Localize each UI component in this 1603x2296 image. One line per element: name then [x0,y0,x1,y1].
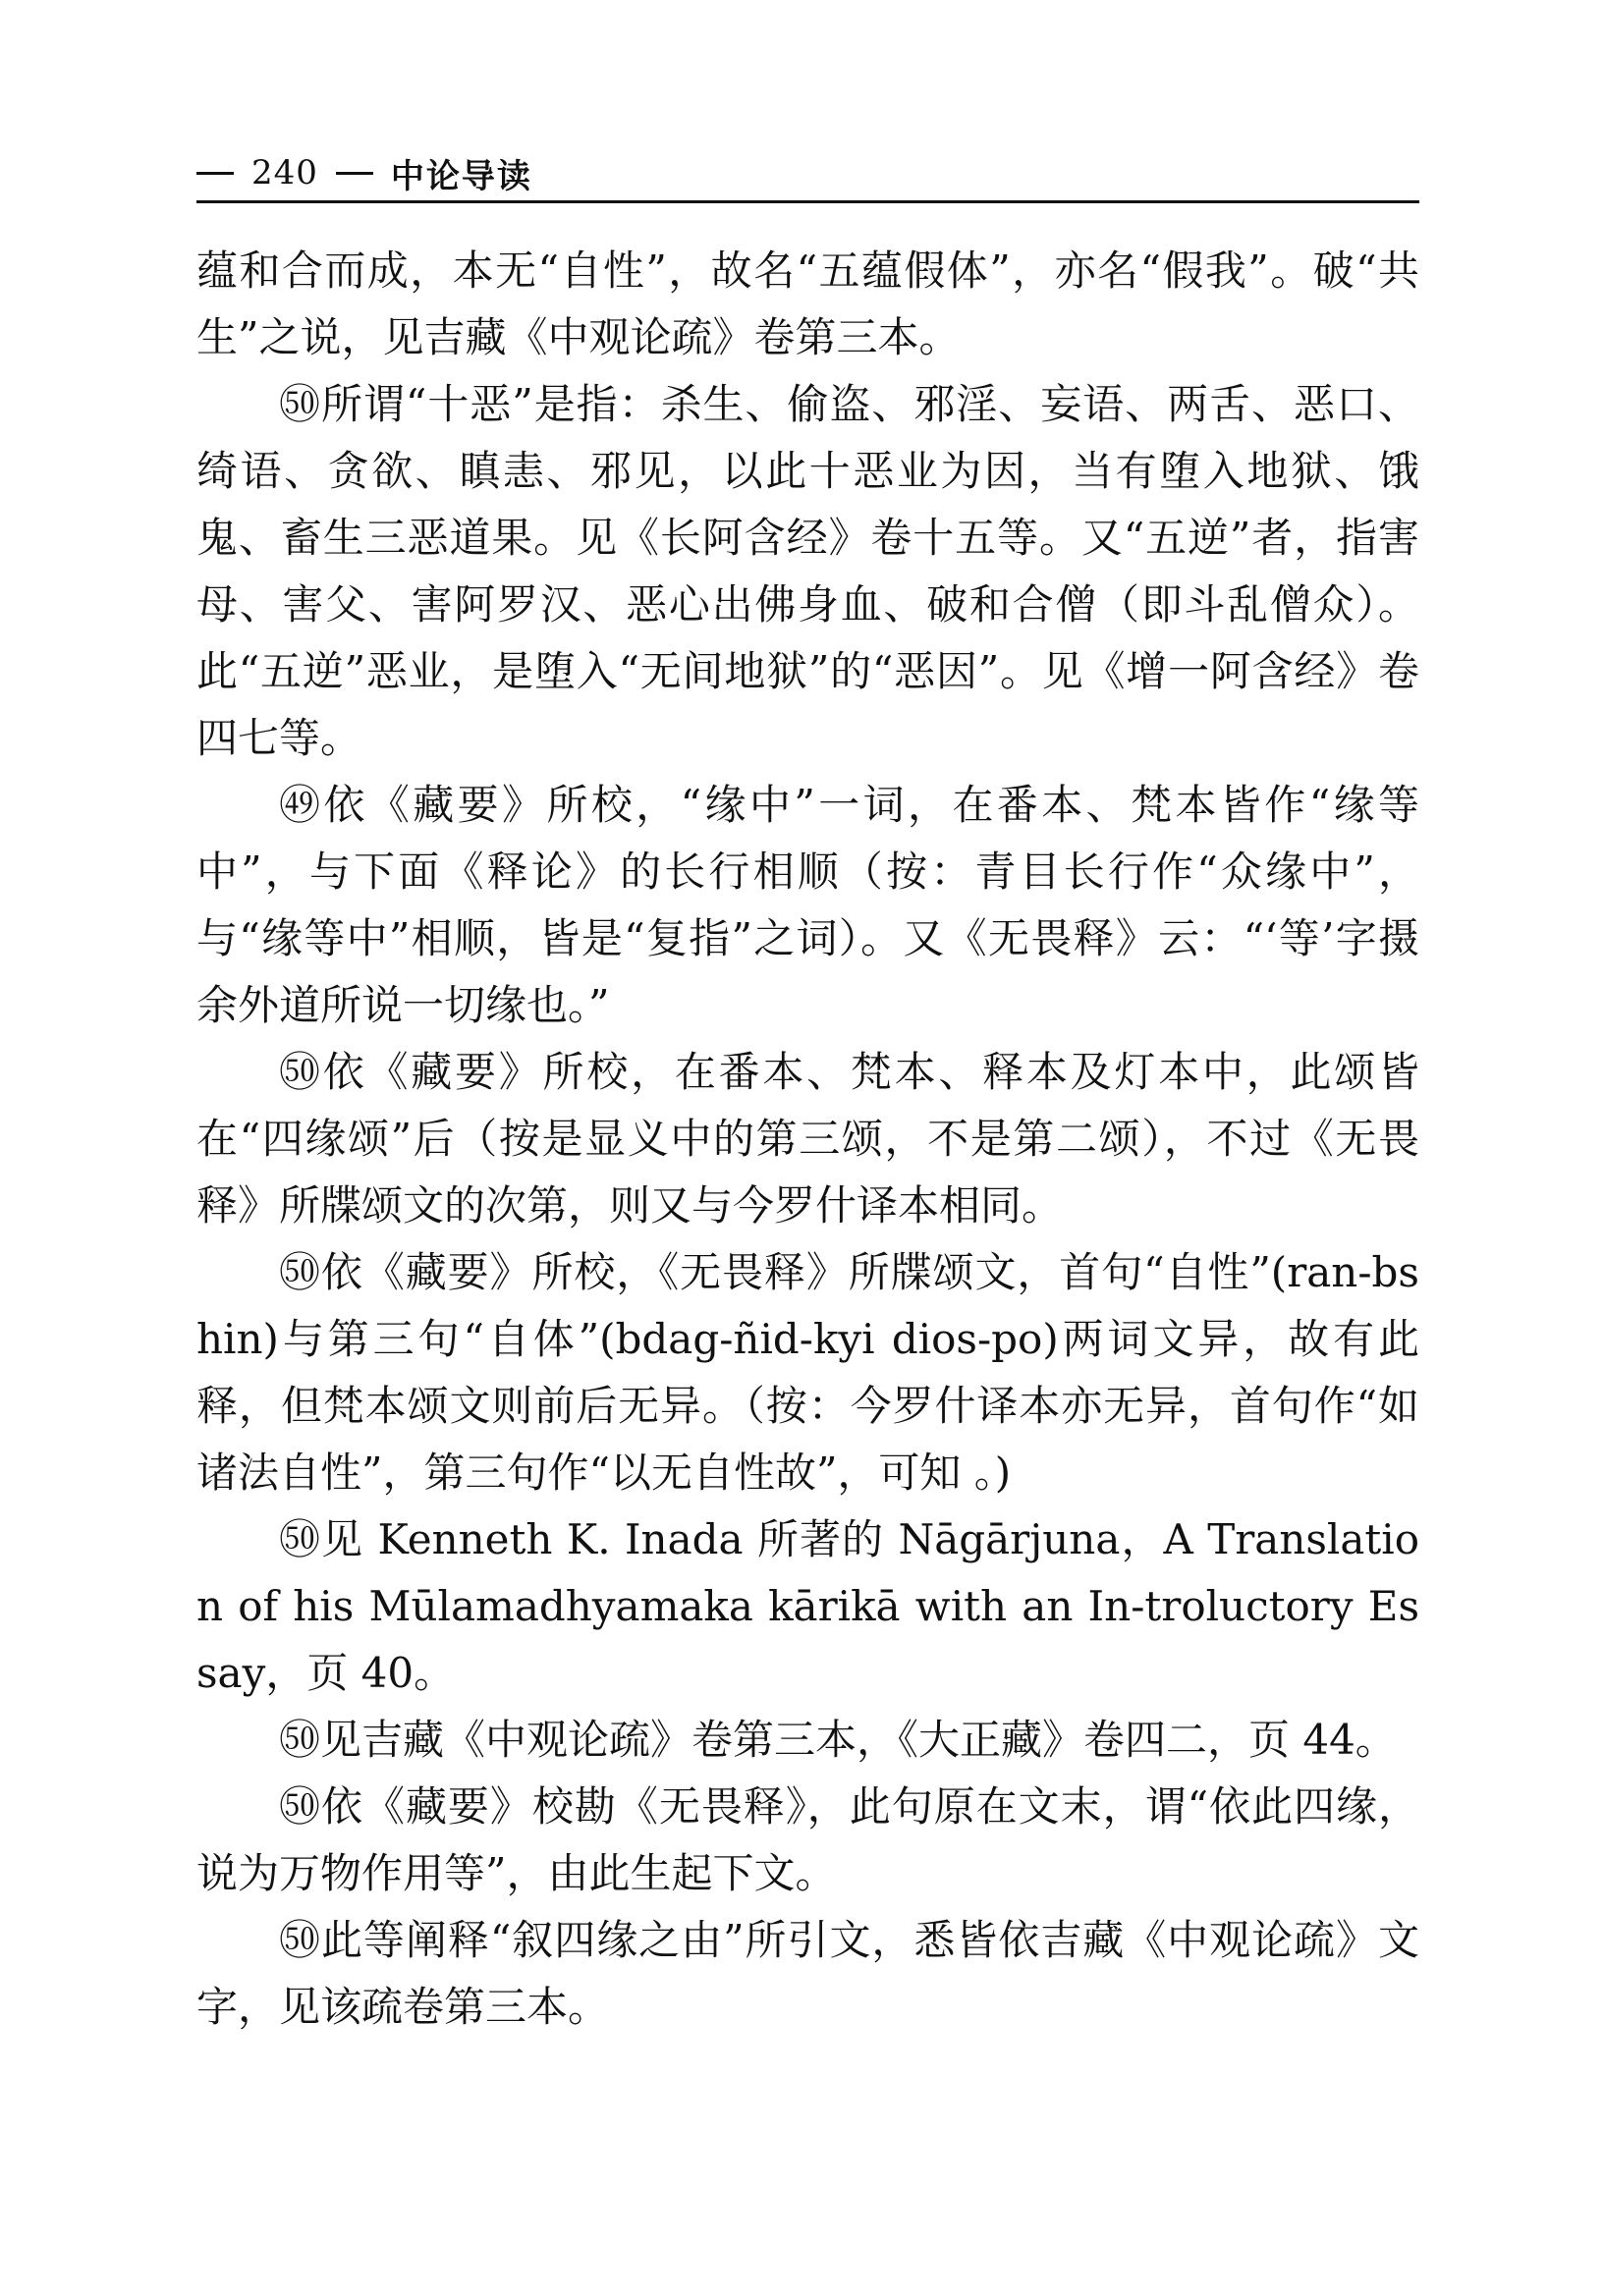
footnote-60: ㊿此等阐释“叙四缘之由”所引文，悉皆依吉藏《中观论疏》文字，见该疏卷第三本。 [196,1916,1419,2031]
header-dash-left [196,172,234,175]
page-body [196,238,1419,2041]
footnote-58: ㊿见吉藏《中观论疏》卷第三本，《大正藏》卷四二，页 44。 [279,1716,1397,1764]
header-dash-right [336,172,373,175]
footnote-57: ㊿见 Kenneth K. Inada 所著的 Nāgārjuna，A Translation of his Mūlamadhyamaka kārikā with an In-troluctory Essay，页 40。 [196,1515,1419,1697]
page-number: 240 [251,153,318,192]
book-title: 中论导读 [390,156,532,196]
paragraph-continued: 蕴和合而成，本无“自性”，故名“五蕴假体”，亦名“假我”。破“共生”之说，见吉藏《中观论疏》卷第三本。 [196,246,1419,361]
footnote-54: ㊾依《藏要》所校，“缘中”一词，在番本、梵本皆作“缘等中”，与下面《释论》的长行相顺（按：青目长行作“众缘中”，与“缘等中”相顺，皆是“复指”之词）。又《无畏释》云：“‘等’字摄余外道所说一切缘也。” [196,781,1419,1029]
footnote-53: ㊿所谓“十恶”是指：杀生、偷盗、邪淫、妄语、两舌、恶口、绮语、贪欲、瞋恚、邪见，以此十恶业为因，当有堕入地狱、饿鬼、畜生三恶道果。见《长阿含经》卷十五等。又“五逆”者，指害母、害父、害阿罗汉、恶心出佛身血、破和合僧（即斗乱僧众）。此“五逆”恶业，是堕入“无间地狱”的“恶因”。见《增一阿含经》卷四七等。 [196,380,1419,762]
footnote-59: ㊿依《藏要》校勘《无畏释》，此句原在文末，谓“依此四缘，说为万物作用等”，由此生起下文。 [196,1782,1419,1897]
running-header [196,147,1424,198]
footnote-55: ㊿依《藏要》所校，在番本、梵本、释本及灯本中，此颂皆在“四缘颂”后（按是显义中的第三颂，不是第二颂），不过《无畏释》所牒颂文的次第，则又与今罗什译本相同。 [196,1048,1419,1230]
header-rule [196,200,1419,203]
footnote-56: ㊿依《藏要》所校，《无畏释》所牒颂文，首句“自性”(ran-bshin)与第三句“自体”(bdag-ñid-kyi dios-po)两词文异，故有此释，但梵本颂文则前后无异。（按：今罗什译本亦无异，首句作“如诸法自性”，第三句作“以无自性故”，可知 。) [196,1248,1419,1497]
